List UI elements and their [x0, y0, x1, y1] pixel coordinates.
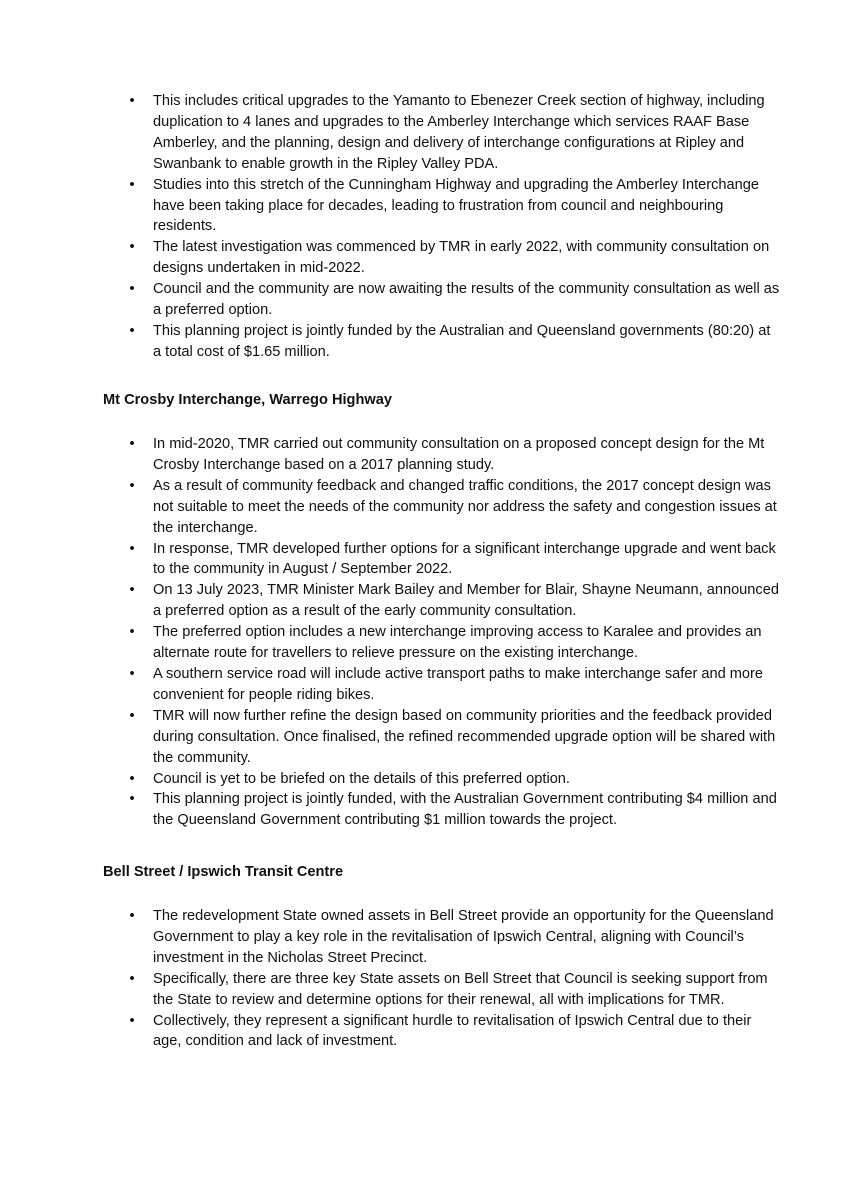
bullet-icon: • — [129, 477, 135, 494]
list-item-text: As a result of community feedback and changed traffic conditions, the 2017 concept design was not suitable to meet the needs of the community nor address the safety and congestion issues at the interchange. — [153, 477, 777, 536]
bullet-icon: • — [129, 770, 135, 787]
list-item — [0, 664, 843, 706]
list-item-text: On 13 July 2023, TMR Minister Mark Bailey and Member for Blair, Shayne Neumann, announced a preferred option as a result of the early community consultation. — [153, 582, 779, 620]
list-item-text: This planning project is jointly funded by the Australian and Queensland governments (80:20) at a total cost of $1.65 million. — [153, 322, 771, 360]
bullet-icon: • — [129, 624, 135, 641]
list-item-text: The redevelopment State owned assets in Bell Street provide an opportunity for the Queensland Government to play a key role in the revitalisation of Ipswich Central, aligning with Council’s investment in the Nicholas Street Precinct. — [153, 908, 774, 966]
list-item — [0, 237, 843, 279]
bullet-icon: • — [129, 176, 135, 193]
list-item — [0, 539, 843, 581]
list-item-text: Council and the community are now awaiting the results of the community consultation as well as a preferred option. — [153, 281, 780, 319]
section-heading-mt-crosby: Mt Crosby Interchange, Warrego Highway — [103, 392, 392, 408]
bullet-icon: • — [129, 239, 135, 256]
list-item — [0, 706, 843, 769]
list-item — [0, 906, 843, 969]
list-item — [0, 622, 843, 664]
bullet-icon: • — [129, 436, 135, 452]
bullet-icon: • — [129, 970, 135, 987]
bullet-list-mt-crosby — [0, 434, 843, 831]
bullet-list-cunningham-highway — [0, 91, 843, 363]
list-item — [0, 434, 843, 476]
list-item — [0, 789, 843, 831]
list-item-text: Studies into this stretch of the Cunningham Highway and upgrading the Amberley Interchange have been taking place for decades, leading to frustration from council and neighbouring residents. — [153, 176, 760, 235]
list-item — [0, 580, 843, 622]
list-item-text: Collectively, they represent a significant hurdle to revitalisation of Ipswich Central due to their age, condition and lack of investment. — [153, 1012, 752, 1050]
bullet-icon: • — [129, 93, 135, 109]
list-item-text: In mid-2020, TMR carried out community consultation on a proposed concept design for the Mt Crosby Interchange based on a 2017 planning study. — [153, 436, 765, 473]
list-item-text: Council is yet to be briefed on the details of this preferred option. — [153, 770, 570, 787]
list-item-text: The latest investigation was commenced by TMR in early 2022, with community consultation on designs undertaken in mid-2022. — [153, 239, 770, 277]
list-item — [0, 279, 843, 321]
list-item — [0, 175, 843, 238]
bullet-icon: • — [129, 582, 135, 599]
list-item — [0, 476, 843, 539]
bullet-icon: • — [129, 908, 135, 924]
bullet-icon: • — [129, 322, 135, 339]
bullet-list-bell-street — [0, 906, 843, 1052]
list-item-text: This planning project is jointly funded, with the Australian Government contributing $4 million and the Queensland Government contributing $1 million towards the project. — [153, 791, 777, 829]
list-item — [0, 1011, 843, 1053]
bullet-icon: • — [129, 1012, 135, 1029]
bullet-icon: • — [129, 281, 135, 298]
list-item-text: TMR will now further refine the design based on community priorities and the feedback provided during consultation. Once finalised, the refined recommended upgrade option will be shared with the community. — [153, 707, 776, 766]
list-item — [0, 969, 843, 1011]
list-item-text: This includes critical upgrades to the Yamanto to Ebenezer Creek section of highway, including duplication to 4 lanes and upgrades to the Amberley Interchange which services RAAF Base Amberley, and the planning, design and delivery of interchange configurations at Ripley and Swanbank to enable growth in the Ripley Valley PDA. — [153, 93, 765, 172]
list-item-text: A southern service road will include active transport paths to make interchange safer and more convenient for people riding bikes. — [153, 665, 764, 703]
list-item-text: In response, TMR developed further options for a significant interchange upgrade and went back to the community in August / September 2022. — [153, 540, 776, 578]
list-item — [0, 91, 843, 175]
section-heading-bell-street: Bell Street / Ipswich Transit Centre — [103, 864, 344, 880]
bullet-icon: • — [129, 540, 135, 557]
list-item — [0, 769, 843, 790]
list-item-text: Specifically, there are three key State assets on Bell Street that Council is seeking support from the State to review and determine options for their renewal, all with implications for TMR. — [153, 970, 768, 1008]
bullet-icon: • — [129, 791, 135, 808]
bullet-icon: • — [129, 707, 135, 724]
list-item — [0, 321, 843, 363]
bullet-icon: • — [129, 665, 135, 682]
list-item-text: The preferred option includes a new interchange improving access to Karalee and provides an alternate route for travellers to relieve pressure on the existing interchange. — [153, 624, 762, 662]
